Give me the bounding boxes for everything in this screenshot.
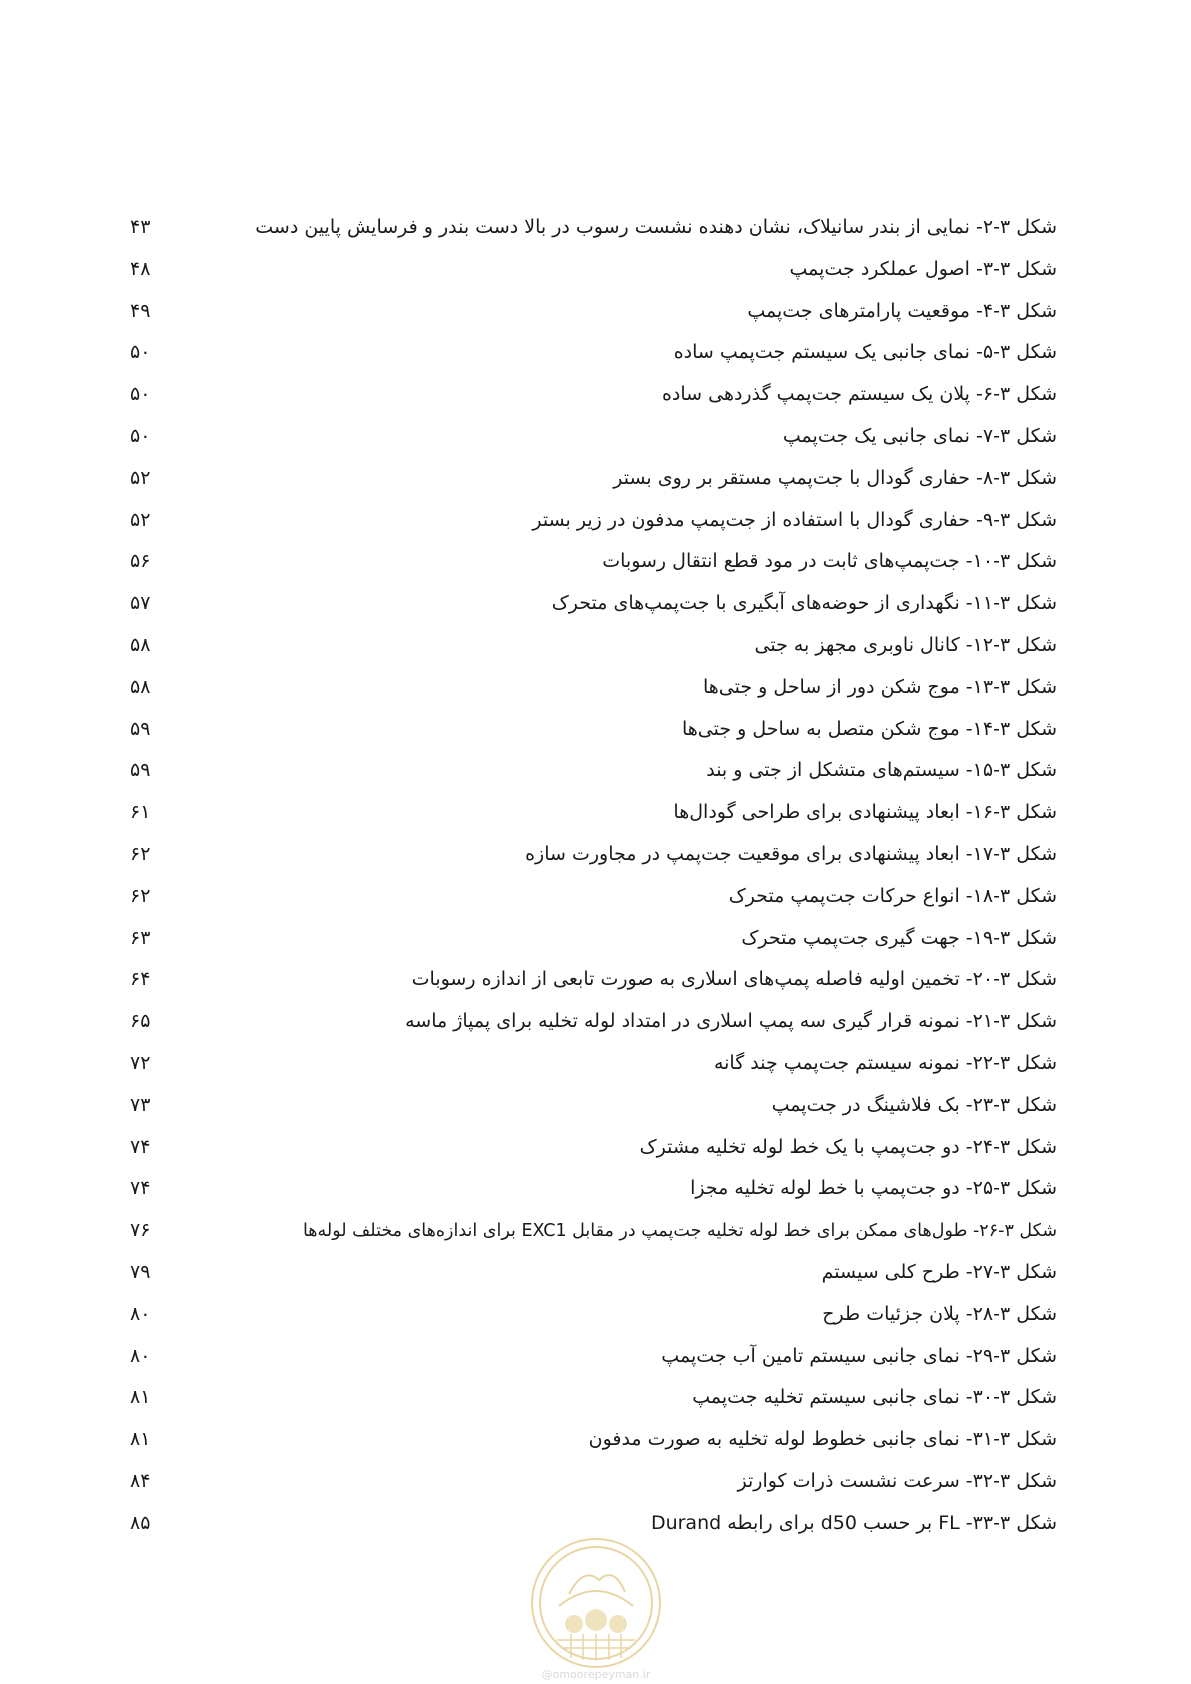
list-item (130, 213, 1057, 255)
entry-page-number: ۴۳ (130, 216, 151, 238)
entry-page-number: ۸۵ (130, 1511, 151, 1534)
entry-title: شکل ۳-۱۳- موج شکن دور از ساحل و جتی‌ها (702, 675, 1057, 698)
entry-title: شکل ۳-۱۹- جهت گیری جت‌پمپ متحرک (741, 926, 1057, 949)
list-item (130, 1300, 1057, 1342)
entry-title: شکل ۳-۱۶- ابعاد پیشنهادی برای طراحی گودال‌ها (673, 801, 1057, 824)
entry-title: شکل ۳-۶- پلان یک سیستم جت‌پمپ گذردهی ساده (661, 383, 1057, 406)
entry-page-number: ۶۴ (130, 968, 151, 991)
entry-title: شکل ۳-۲۳- بک فلاشینگ در جت‌پمپ (771, 1093, 1057, 1116)
list-item (130, 1049, 1057, 1091)
entry-title: شکل ۳-۲۸- پلان جزئیات طرح (822, 1302, 1057, 1325)
list-item (130, 380, 1057, 422)
entry-title: شکل ۳-۱۰- جت‌پمپ‌های ثابت در مود قطع انتقال رسوبات (602, 550, 1057, 573)
entry-title: شکل ۳-۲۰- تخمین اولیه فاصله پمپ‌های اسلاری به صورت تابعی از اندازه رسوبات (411, 968, 1057, 991)
entry-page-number: ۶۱ (130, 801, 151, 824)
entry-page-number: ۸۱ (130, 1428, 151, 1451)
entry-title: شکل ۳-۱۷- ابعاد پیشنهادی برای موقعیت جت‌پمپ در مجاورت سازه (525, 842, 1057, 865)
entry-page-number: ۵۶ (130, 550, 151, 573)
entry-title: شکل ۳-۱۴- موج شکن متصل به ساحل و جتی‌ها (681, 717, 1057, 740)
entry-title: شکل ۳-۲۴- دو جت‌پمپ با یک خط لوله تخلیه مشترک (639, 1135, 1057, 1158)
list-item (130, 673, 1057, 715)
list-item (130, 1216, 1057, 1258)
list-item (130, 1425, 1057, 1467)
entry-title: شکل ۳-۲۹- نمای جانبی سیستم تامین آب جت‌پمپ (661, 1344, 1057, 1367)
list-item (130, 1342, 1057, 1384)
entry-page-number: ۴۹ (130, 299, 151, 322)
entry-title: شکل ۳-۲۱- نمونه قرار گیری سه پمپ اسلاری در امتداد لوله تخلیه برای پمپاژ ماسه (405, 1010, 1057, 1033)
entry-page-number: ۶۳ (130, 926, 151, 949)
list-item (130, 1007, 1057, 1049)
entry-title: شکل ۳-۷- نمای جانبی یک جت‌پمپ (782, 424, 1057, 447)
list-item (130, 589, 1057, 631)
entry-title: شکل ۳-۹- حفاری گودال با استفاده از جت‌پمپ مدفون در زیر بستر (532, 508, 1057, 531)
entry-title: شکل ۳-۲- نمایی از بندر سانیلاک، نشان دهنده نشست رسوب در بالا دست بندر و فرسایش پایین دست (255, 216, 1057, 238)
entry-page-number: ۸۰ (130, 1344, 151, 1367)
list-item (130, 1383, 1057, 1425)
entry-page-number: ۴۸ (130, 257, 151, 280)
entry-page-number: ۶۵ (130, 1010, 151, 1033)
entry-page-number: ۶۲ (130, 884, 151, 907)
list-item (130, 1174, 1057, 1216)
entry-page-number: ۵۹ (130, 717, 151, 740)
entry-page-number: ۵۸ (130, 675, 151, 698)
entry-page-number: ۵۷ (130, 592, 151, 615)
entry-page-number: ۵۰ (130, 341, 151, 364)
entry-title: شکل ۳-۳۳- FL بر حسب d50 برای رابطه Durand (650, 1511, 1057, 1534)
entry-page-number: ۵۰ (130, 383, 151, 406)
list-item (130, 255, 1057, 297)
entry-title: شکل ۳-۸- حفاری گودال با جت‌پمپ مستقر بر روی بستر (613, 466, 1057, 489)
entry-title: شکل ۳-۱۵- سیستم‌های متشکل از جتی و بند (706, 759, 1057, 782)
entry-title: شکل ۳-۱۲- کانال ناوبری مجهز به جتی (754, 633, 1057, 656)
entry-title: شکل ۳-۳۱- نمای جانبی خطوط لوله تخلیه به صورت مدفون (588, 1428, 1057, 1451)
entry-title: شکل ۳-۲۲- نمونه سیستم جت‌پمپ چند گانه (713, 1051, 1057, 1074)
entry-page-number: ۷۳ (130, 1093, 151, 1116)
entry-title: شکل ۳-۵- نمای جانبی یک سیستم جت‌پمپ ساده (673, 341, 1057, 364)
list-item (130, 1133, 1057, 1175)
entry-title: شکل ۳-۲۶- طول‌های ممکن برای خط لوله تخلیه جت‌پمپ در مقابل EXC1 برای اندازه‌های مختلف لوله‌ها (302, 1221, 1057, 1242)
entry-title: شکل ۳-۱۸- انواع حرکات جت‌پمپ متحرک (728, 884, 1057, 907)
list-item (130, 297, 1057, 339)
figure-list (130, 213, 1057, 1551)
list-item (130, 506, 1057, 548)
list-item (130, 338, 1057, 380)
list-item (130, 840, 1057, 882)
entry-title: شکل ۳-۳۲- سرعت نشست ذرات کوارتز (737, 1469, 1057, 1492)
entry-page-number: ۷۴ (130, 1135, 151, 1158)
list-item (130, 1258, 1057, 1300)
entry-page-number: ۶۲ (130, 842, 151, 865)
entry-page-number: ۵۲ (130, 508, 151, 531)
entry-page-number: ۵۹ (130, 759, 151, 782)
list-item (130, 965, 1057, 1007)
entry-page-number: ۷۴ (130, 1177, 151, 1200)
entry-page-number: ۵۲ (130, 466, 151, 489)
entry-page-number: ۷۹ (130, 1260, 151, 1283)
list-item (130, 547, 1057, 589)
entry-page-number: ۷۲ (130, 1051, 151, 1074)
list-item (130, 798, 1057, 840)
omoor-peyman-seal-icon (529, 1536, 663, 1670)
list-item (130, 1091, 1057, 1133)
list-item (130, 422, 1057, 464)
list-item (130, 756, 1057, 798)
entry-title: شکل ۳-۲۷- طرح کلی سیستم (821, 1260, 1057, 1283)
entry-title: شکل ۳-۲۵- دو جت‌پمپ با خط لوله تخلیه مجزا (690, 1177, 1057, 1200)
entry-page-number: ۵۸ (130, 633, 151, 656)
list-item (130, 924, 1057, 966)
list-item (130, 464, 1057, 506)
entry-page-number: ۸۰ (130, 1302, 151, 1325)
entry-page-number: ۵۰ (130, 424, 151, 447)
entry-title: شکل ۳-۴- موقعیت پارامترهای جت‌پمپ (747, 299, 1057, 322)
entry-page-number: ۸۴ (130, 1469, 151, 1492)
list-item (130, 715, 1057, 757)
watermark-url: @omoorepeyman.ir (541, 1668, 651, 1681)
list-item (130, 882, 1057, 924)
list-item (130, 631, 1057, 673)
entry-title: شکل ۳-۱۱- نگهداری از حوضه‌های آبگیری با جت‌پمپ‌های متحرک (551, 592, 1057, 615)
entry-page-number: ۷۶ (130, 1219, 151, 1242)
list-item (130, 1467, 1057, 1509)
entry-title: شکل ۳-۳- اصول عملکرد جت‌پمپ (789, 257, 1057, 280)
entry-page-number: ۸۱ (130, 1386, 151, 1409)
entry-title: شکل ۳-۳۰- نمای جانبی سیستم تخلیه جت‌پمپ (692, 1386, 1057, 1409)
